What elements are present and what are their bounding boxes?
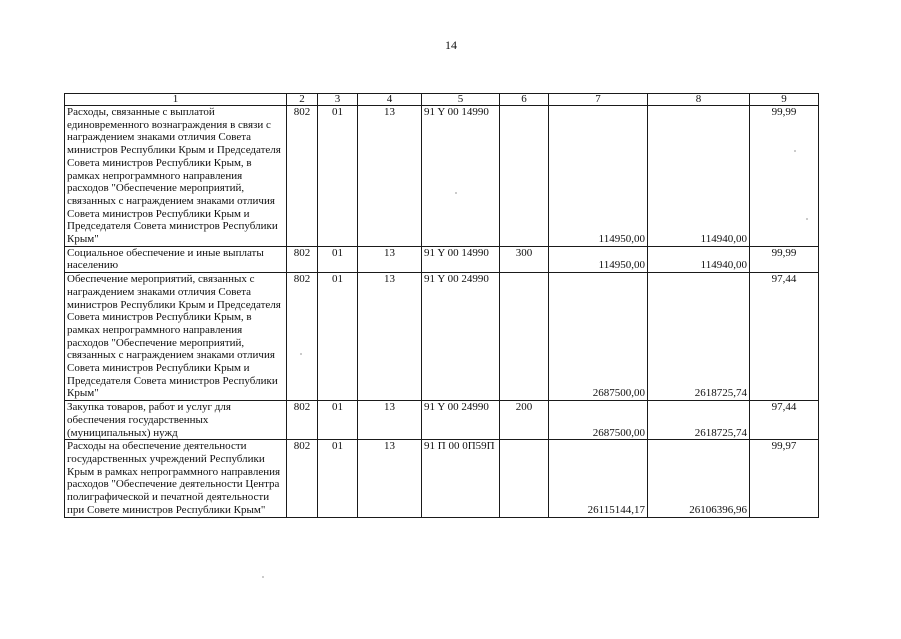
cell-code-802: 802: [287, 440, 318, 517]
cell-expense-type: [500, 273, 549, 401]
expense-description: Социальное обеспечение и иные выплаты населению: [65, 246, 287, 272]
header-cell: 6: [500, 94, 549, 106]
header-cell: 8: [648, 94, 750, 106]
cell-subsection: 13: [358, 246, 422, 272]
cell-amount-col7: 2687500,00: [549, 273, 648, 401]
page-number: 14: [445, 38, 457, 52]
cell-section: 01: [318, 246, 358, 272]
cell-code-802: 802: [287, 273, 318, 401]
cell-amount-col8: 2618725,74: [648, 401, 750, 440]
cell-amount-col8: 26106396,96: [648, 440, 750, 517]
scan-speck: [806, 218, 808, 220]
cell-target-article: 91 Y 00 24990: [422, 273, 500, 401]
cell-section: 01: [318, 401, 358, 440]
header-cell: 1: [65, 94, 287, 106]
table-row: [65, 273, 819, 401]
cell-expense-type: 300: [500, 246, 549, 272]
header-cell: 7: [549, 94, 648, 106]
cell-section: 01: [318, 273, 358, 401]
cell-amount-col7: 114950,00: [549, 106, 648, 247]
scan-speck: [300, 353, 302, 355]
header-cell: 5: [422, 94, 500, 106]
cell-section: 01: [318, 106, 358, 247]
cell-subsection: 13: [358, 401, 422, 440]
cell-amount-col7: 114950,00: [549, 246, 648, 272]
cell-amount-col8: 114940,00: [648, 246, 750, 272]
table-row: [65, 401, 819, 440]
table-row: [65, 246, 819, 272]
expense-description: Расходы на обеспечение деятельности государственных учреждений Республики Крым в рамках непрограммного направления расходов "Обеспечение деятельности Центра полиграфической и печатной деятельности при Совете министров Республики Крым": [65, 440, 287, 517]
cell-subsection: 13: [358, 106, 422, 247]
cell-code-802: 802: [287, 246, 318, 272]
cell-percent: 99,97: [750, 440, 819, 517]
cell-expense-type: 200: [500, 401, 549, 440]
scan-speck: [794, 150, 796, 152]
cell-code-802: 802: [287, 106, 318, 247]
cell-target-article: 91 П 00 0П59П: [422, 440, 500, 517]
cell-expense-type: [500, 106, 549, 247]
cell-code-802: 802: [287, 401, 318, 440]
cell-percent: 97,44: [750, 273, 819, 401]
header-cell: 3: [318, 94, 358, 106]
cell-expense-type: [500, 440, 549, 517]
table-row: [65, 440, 819, 517]
cell-target-article: 91 Y 00 14990: [422, 246, 500, 272]
cell-percent: 99,99: [750, 106, 819, 247]
header-row: [65, 94, 819, 106]
cell-amount-col7: 26115144,17: [549, 440, 648, 517]
header-cell: 4: [358, 94, 422, 106]
table-row: [65, 106, 819, 247]
cell-target-article: 91 Y 00 24990: [422, 401, 500, 440]
cell-subsection: 13: [358, 273, 422, 401]
cell-amount-col8: 2618725,74: [648, 273, 750, 401]
cell-percent: 97,44: [750, 401, 819, 440]
expense-description: Закупка товаров, работ и услуг для обеспечения государственных (муниципальных) нужд: [65, 401, 287, 440]
header-cell: 9: [750, 94, 819, 106]
budget-table: [64, 93, 819, 518]
expense-description: Расходы, связанные с выплатой единовременного вознаграждения в связи с награждением знаками отличия Совета министров Республики Крым и Председателя Совета министров Республики Крым, в рамках непрограммного направления расходов "Обеспечение мероприятий, связанных с награждением знаками отличия Совета министров Республики Крым и Председателя Совета министров Республики Крым": [65, 106, 287, 247]
cell-percent: 99,99: [750, 246, 819, 272]
header-cell: 2: [287, 94, 318, 106]
scan-speck: [262, 576, 264, 578]
expense-description: Обеспечение мероприятий, связанных с награждением знаками отличия Совета министров Республики Крым и Председателя Совета министров Республики Крым, в рамках непрограммного направления расходов "Обеспечение мероприятий, связанных с награждением знаками отличия Совета министров Республики Крым и Председателя Совета министров Республики Крым": [65, 273, 287, 401]
cell-subsection: 13: [358, 440, 422, 517]
cell-section: 01: [318, 440, 358, 517]
cell-amount-col7: 2687500,00: [549, 401, 648, 440]
cell-amount-col8: 114940,00: [648, 106, 750, 247]
cell-target-article: 91 Y 00 14990: [422, 106, 500, 247]
scan-speck: [455, 192, 457, 194]
